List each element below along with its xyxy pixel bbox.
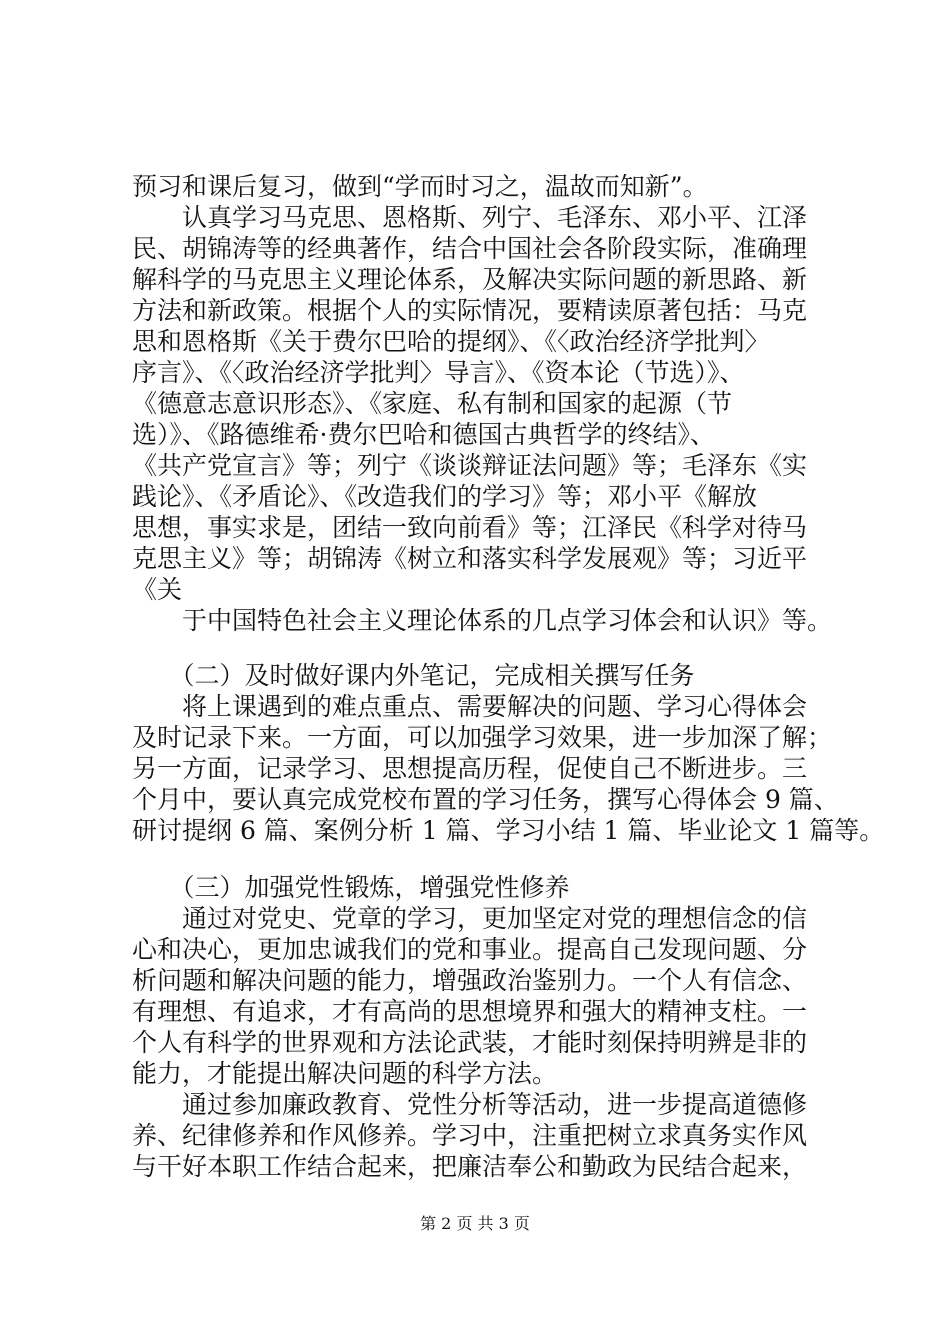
text-line: 及时记录下来。一方面，可以加强学习效果，进一步加深了解； <box>132 723 833 752</box>
text-line: 认真学习马克思、恩格斯、列宁、毛泽东、邓小平、江泽 <box>132 203 808 232</box>
text-line: 于中国特色社会主义理论体系的几点学习体会和认识》等。 <box>132 606 833 635</box>
text-line: 《共产党宣言》等；列宁《谈谈辩证法问题》等；毛泽东《实 <box>132 451 808 480</box>
text-line: 选）》、《路德维希·费尔巴哈和德国古典哲学的终结》、 <box>132 420 715 449</box>
text-line: 心和决心，更加忠诚我们的党和事业。提高自己发现问题、分 <box>132 935 808 964</box>
text-line: 《德意志意识形态》、《家庭、私有制和国家的起源（节 <box>132 389 733 418</box>
text-line: 《关 <box>132 575 183 604</box>
text-line: 预习和课后复习，做到“学而时习之，温故而知新”。 <box>132 172 708 201</box>
text-line: 民、胡锦涛等的经典著作，结合中国社会各阶段实际，准确理 <box>132 234 808 263</box>
text-line: 能力，才能提出解决问题的科学方法。 <box>132 1059 558 1088</box>
text-line: 将上课遇到的难点重点、需要解决的问题、学习心得体会 <box>132 692 808 721</box>
text-line: 养、纪律修养和作风修养。学习中，注重把树立求真务实作风 <box>132 1121 808 1150</box>
section-heading: （二）及时做好课内外笔记，完成相关撰写任务 <box>132 661 695 690</box>
text-line: 克思主义》等；胡锦涛《树立和落实科学发展观》等；习近平 <box>132 544 808 573</box>
page-footer: 第 2 页 共 3 页 <box>420 1214 530 1233</box>
text-line: 析问题和解决问题的能力，增强政治鉴别力。一个人有信念、 <box>132 966 808 995</box>
text-line: 通过对党史、党章的学习，更加坚定对党的理想信念的信 <box>132 904 808 933</box>
text-line: 研讨提纲 6 篇、案例分析 1 篇、学习小结 1 篇、毕业论文 1 篇等。 <box>132 816 885 845</box>
section-heading: （三）加强党性锻炼，增强党性修养 <box>132 873 570 902</box>
text-line: 另一方面，记录学习、思想提高历程，促使自己不断进步。三 <box>132 754 808 783</box>
text-line: 个人有科学的世界观和方法论武装，才能时刻保持明辨是非的 <box>132 1028 808 1057</box>
text-line: 思想，事实求是，团结一致向前看》等；江泽民《科学对待马 <box>132 513 808 542</box>
text-line: 践论》、《矛盾论》、《改造我们的学习》等；邓小平《解放 <box>132 482 758 511</box>
text-line: 方法和新政策。根据个人的实际情况，要精读原著包括：马克 <box>132 296 808 325</box>
text-line: 与干好本职工作结合起来，把廉洁奉公和勤政为民结合起来， <box>132 1152 808 1181</box>
text-line: 个月中，要认真完成党校布置的学习任务，撰写心得体会 9 篇、 <box>132 785 839 814</box>
text-line: 有理想、有追求，才有高尚的思想境界和强大的精神支柱。一 <box>132 997 808 1026</box>
text-line: 思和恩格斯《关于费尔巴哈的提纲》、《〈政治经济学批判〉 <box>132 327 770 356</box>
text-line: 序言》、《〈政治经济学批判〉导言》、《资本论（节选）》、 <box>132 358 745 387</box>
text-line: 通过参加廉政教育、党性分析等活动，进一步提高道德修 <box>132 1090 808 1119</box>
text-line: 解科学的马克思主义理论体系，及解决实际问题的新思路、新 <box>132 265 808 294</box>
